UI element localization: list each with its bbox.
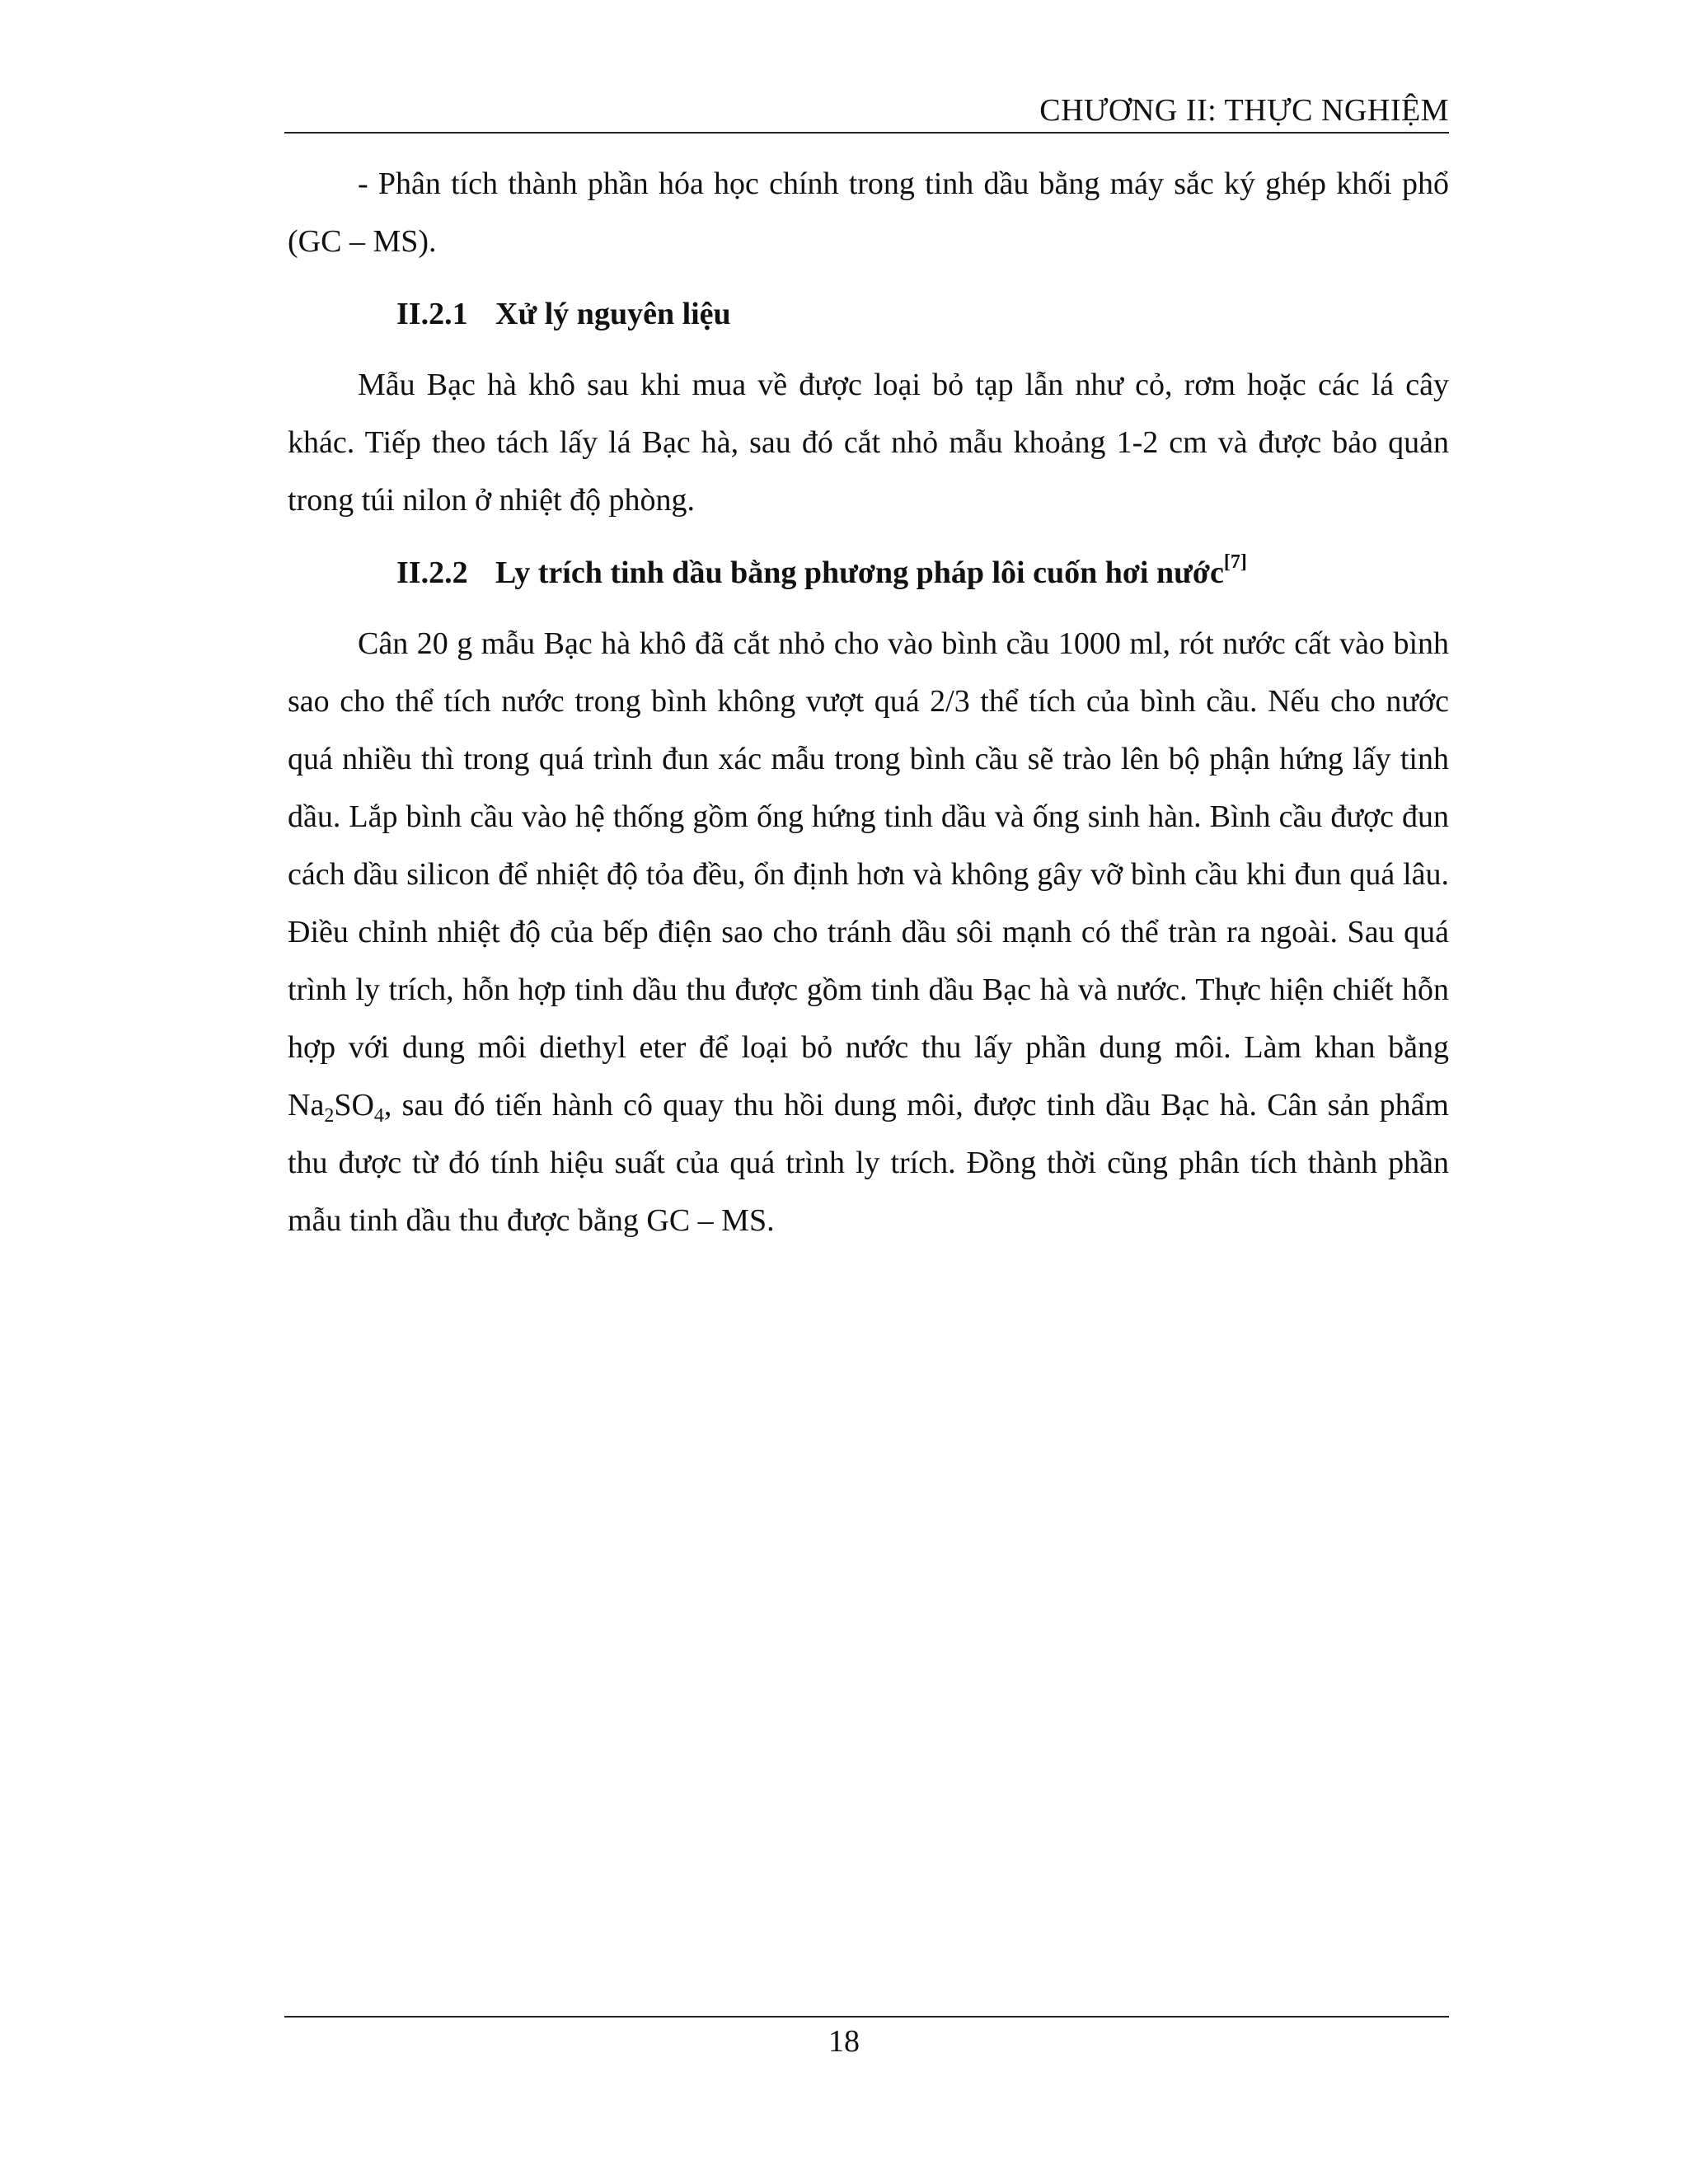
section-number: II.2.2 — [396, 555, 468, 590]
bullet-paragraph: - Phân tích thành phần hóa học chính trong tinh dầu bằng máy sắc ký ghép khối phổ (GC – MS). — [288, 166, 1449, 259]
subscript: 2 — [324, 1105, 335, 1127]
section-heading-2-2 — [288, 544, 1449, 602]
section-title: Xử lý nguyên liệu — [495, 297, 731, 331]
subscript: 4 — [373, 1105, 384, 1127]
paragraph-text: SO — [334, 1088, 374, 1122]
section-number: II.2.1 — [396, 297, 468, 331]
citation-mark: [7] — [1223, 551, 1247, 573]
page-content — [288, 155, 1449, 1249]
header-divider — [284, 132, 1449, 134]
footer-divider — [284, 2016, 1449, 2018]
page-number: 18 — [828, 2024, 860, 2059]
paragraph-text: Cân 20 g mẫu Bạc hà khô đã cắt nhỏ cho vào bình cầu 1000 ml, rót nước cất vào bình sao cho thể tích nước trong bình không vượt quá 2/3 thể tích của bình cầu. Nếu cho nước quá nhiều thì trong quá trình đun xác mẫu trong bình cầu sẽ trào lên bộ phận hứng lấy tinh dầu. Lắp bình cầu vào hệ thống gồm ống hứng tinh dầu và ống sinh hàn. Bình cầu được đun cách dầu silicon để nhiệt độ tỏa đều, ổn định hơn và không gây vỡ bình cầu khi đun quá lâu. Điều chỉnh nhiệt độ của bếp điện sao cho tránh dầu sôi mạnh có thể tràn ra ngoài. Sau quá trình ly trích, hỗn hợp tinh dầu thu được gồm tinh dầu Bạc hà và nước. Thực hiện chiết hỗn hợp với dung môi diethyl eter để loại bỏ nước thu lấy phần dung môi. Làm khan bằng Na — [288, 626, 1449, 1122]
section-2-1-paragraph: Mẫu Bạc hà khô sau khi mua về được loại bỏ tạp lẫn như cỏ, rơm hoặc các lá cây khác. Tiếp theo tách lấy lá Bạc hà, sau đó cắt nhỏ mẫu khoảng 1-2 cm và được bảo quản trong túi nilon ở nhiệt độ phòng. — [288, 368, 1449, 518]
paragraph-text: , sau đó tiến hành cô quay thu hồi dung môi, được tinh dầu Bạc hà. Cân sản phẩm thu được từ đó tính hiệu suất của quá trình ly trích. Đồng thời cũng phân tích thành phần mẫu tinh dầu thu được bằng GC – MS. — [288, 1088, 1449, 1238]
section-2-2-paragraph — [288, 615, 1449, 1249]
chapter-header: CHƯƠNG II: THỰC NGHIỆM — [1039, 93, 1449, 128]
section-heading-2-1 — [288, 285, 1449, 343]
section-title: Ly trích tinh dầu bằng phương pháp lôi cuốn hơi nước — [495, 555, 1224, 590]
